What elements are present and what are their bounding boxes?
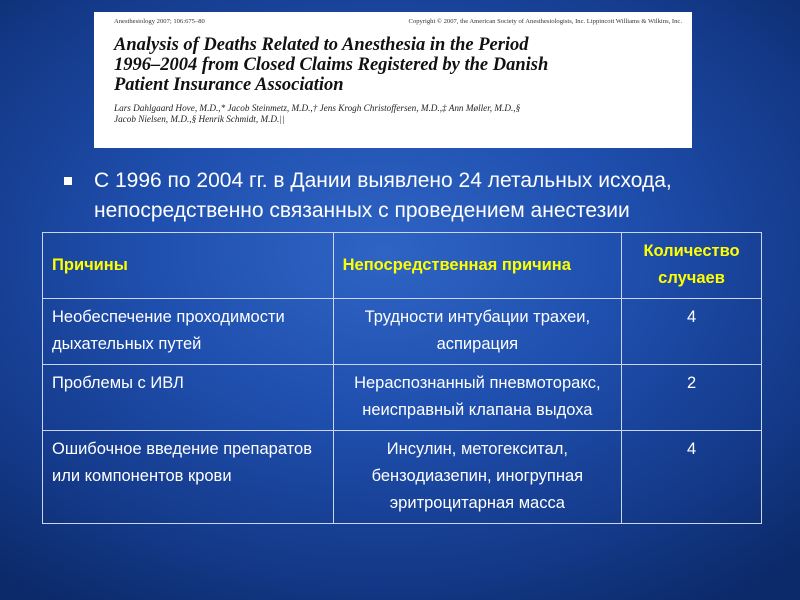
copyright-notice: Copyright © 2007, the American Society of Anesthesiologists, Inc. Lippincott Williams & Wilkins, Inc. bbox=[408, 18, 682, 25]
cell-direct-cause: Трудности интубации трахеи, аспирация bbox=[333, 299, 621, 365]
article-title bbox=[114, 35, 682, 95]
summary-line: непосредственно связанных с проведением анестезии bbox=[94, 199, 630, 222]
header-direct-cause: Непосредственная причина bbox=[333, 233, 621, 299]
cell-cause: Необеспечение проходимости дыхательных путей bbox=[43, 299, 334, 365]
article-meta-row bbox=[114, 18, 682, 25]
authors-line: Lars Dahlgaard Hove, M.D.,* Jacob Steinmetz, M.D.,† Jens Krogh Christoffersen, M.D.,‡ Ann Møller, M.D.,§ bbox=[114, 103, 521, 113]
bullet-square-icon bbox=[64, 177, 72, 185]
header-causes: Причины bbox=[43, 233, 334, 299]
table-row bbox=[43, 431, 762, 524]
causes-table bbox=[42, 232, 762, 524]
table-row bbox=[43, 299, 762, 365]
authors-line: Jacob Nielsen, M.D.,§ Henrik Schmidt, M.D.|| bbox=[114, 114, 285, 124]
cell-cause: Проблемы с ИВЛ bbox=[43, 365, 334, 431]
cell-cause: Ошибочное введение препаратов или компонентов крови bbox=[43, 431, 334, 524]
summary-text bbox=[94, 166, 672, 226]
summary-line: С 1996 по 2004 гг. в Дании выявлено 24 летальных исхода, bbox=[94, 169, 672, 192]
summary-bullet bbox=[64, 166, 724, 226]
journal-citation: Anesthesiology 2007; 106:675–80 bbox=[114, 18, 205, 25]
cell-direct-cause: Инсулин, метогекситал, бензодиазепин, иногрупная эритроцитарная масса bbox=[333, 431, 621, 524]
header-case-count: Количество случаев bbox=[622, 233, 762, 299]
article-title-line: 1996–2004 from Closed Claims Registered by the Danish bbox=[114, 55, 549, 75]
table-row bbox=[43, 365, 762, 431]
article-header-image bbox=[94, 12, 692, 148]
article-authors bbox=[114, 103, 682, 125]
cell-count: 4 bbox=[622, 431, 762, 524]
cell-count: 2 bbox=[622, 365, 762, 431]
cell-direct-cause: Нераспознанный пневмоторакс, неисправный клапана выдоха bbox=[333, 365, 621, 431]
article-title-line: Analysis of Deaths Related to Anesthesia in the Period bbox=[114, 35, 529, 55]
table-header-row bbox=[43, 233, 762, 299]
cell-count: 4 bbox=[622, 299, 762, 365]
article-title-line: Patient Insurance Association bbox=[114, 75, 344, 95]
